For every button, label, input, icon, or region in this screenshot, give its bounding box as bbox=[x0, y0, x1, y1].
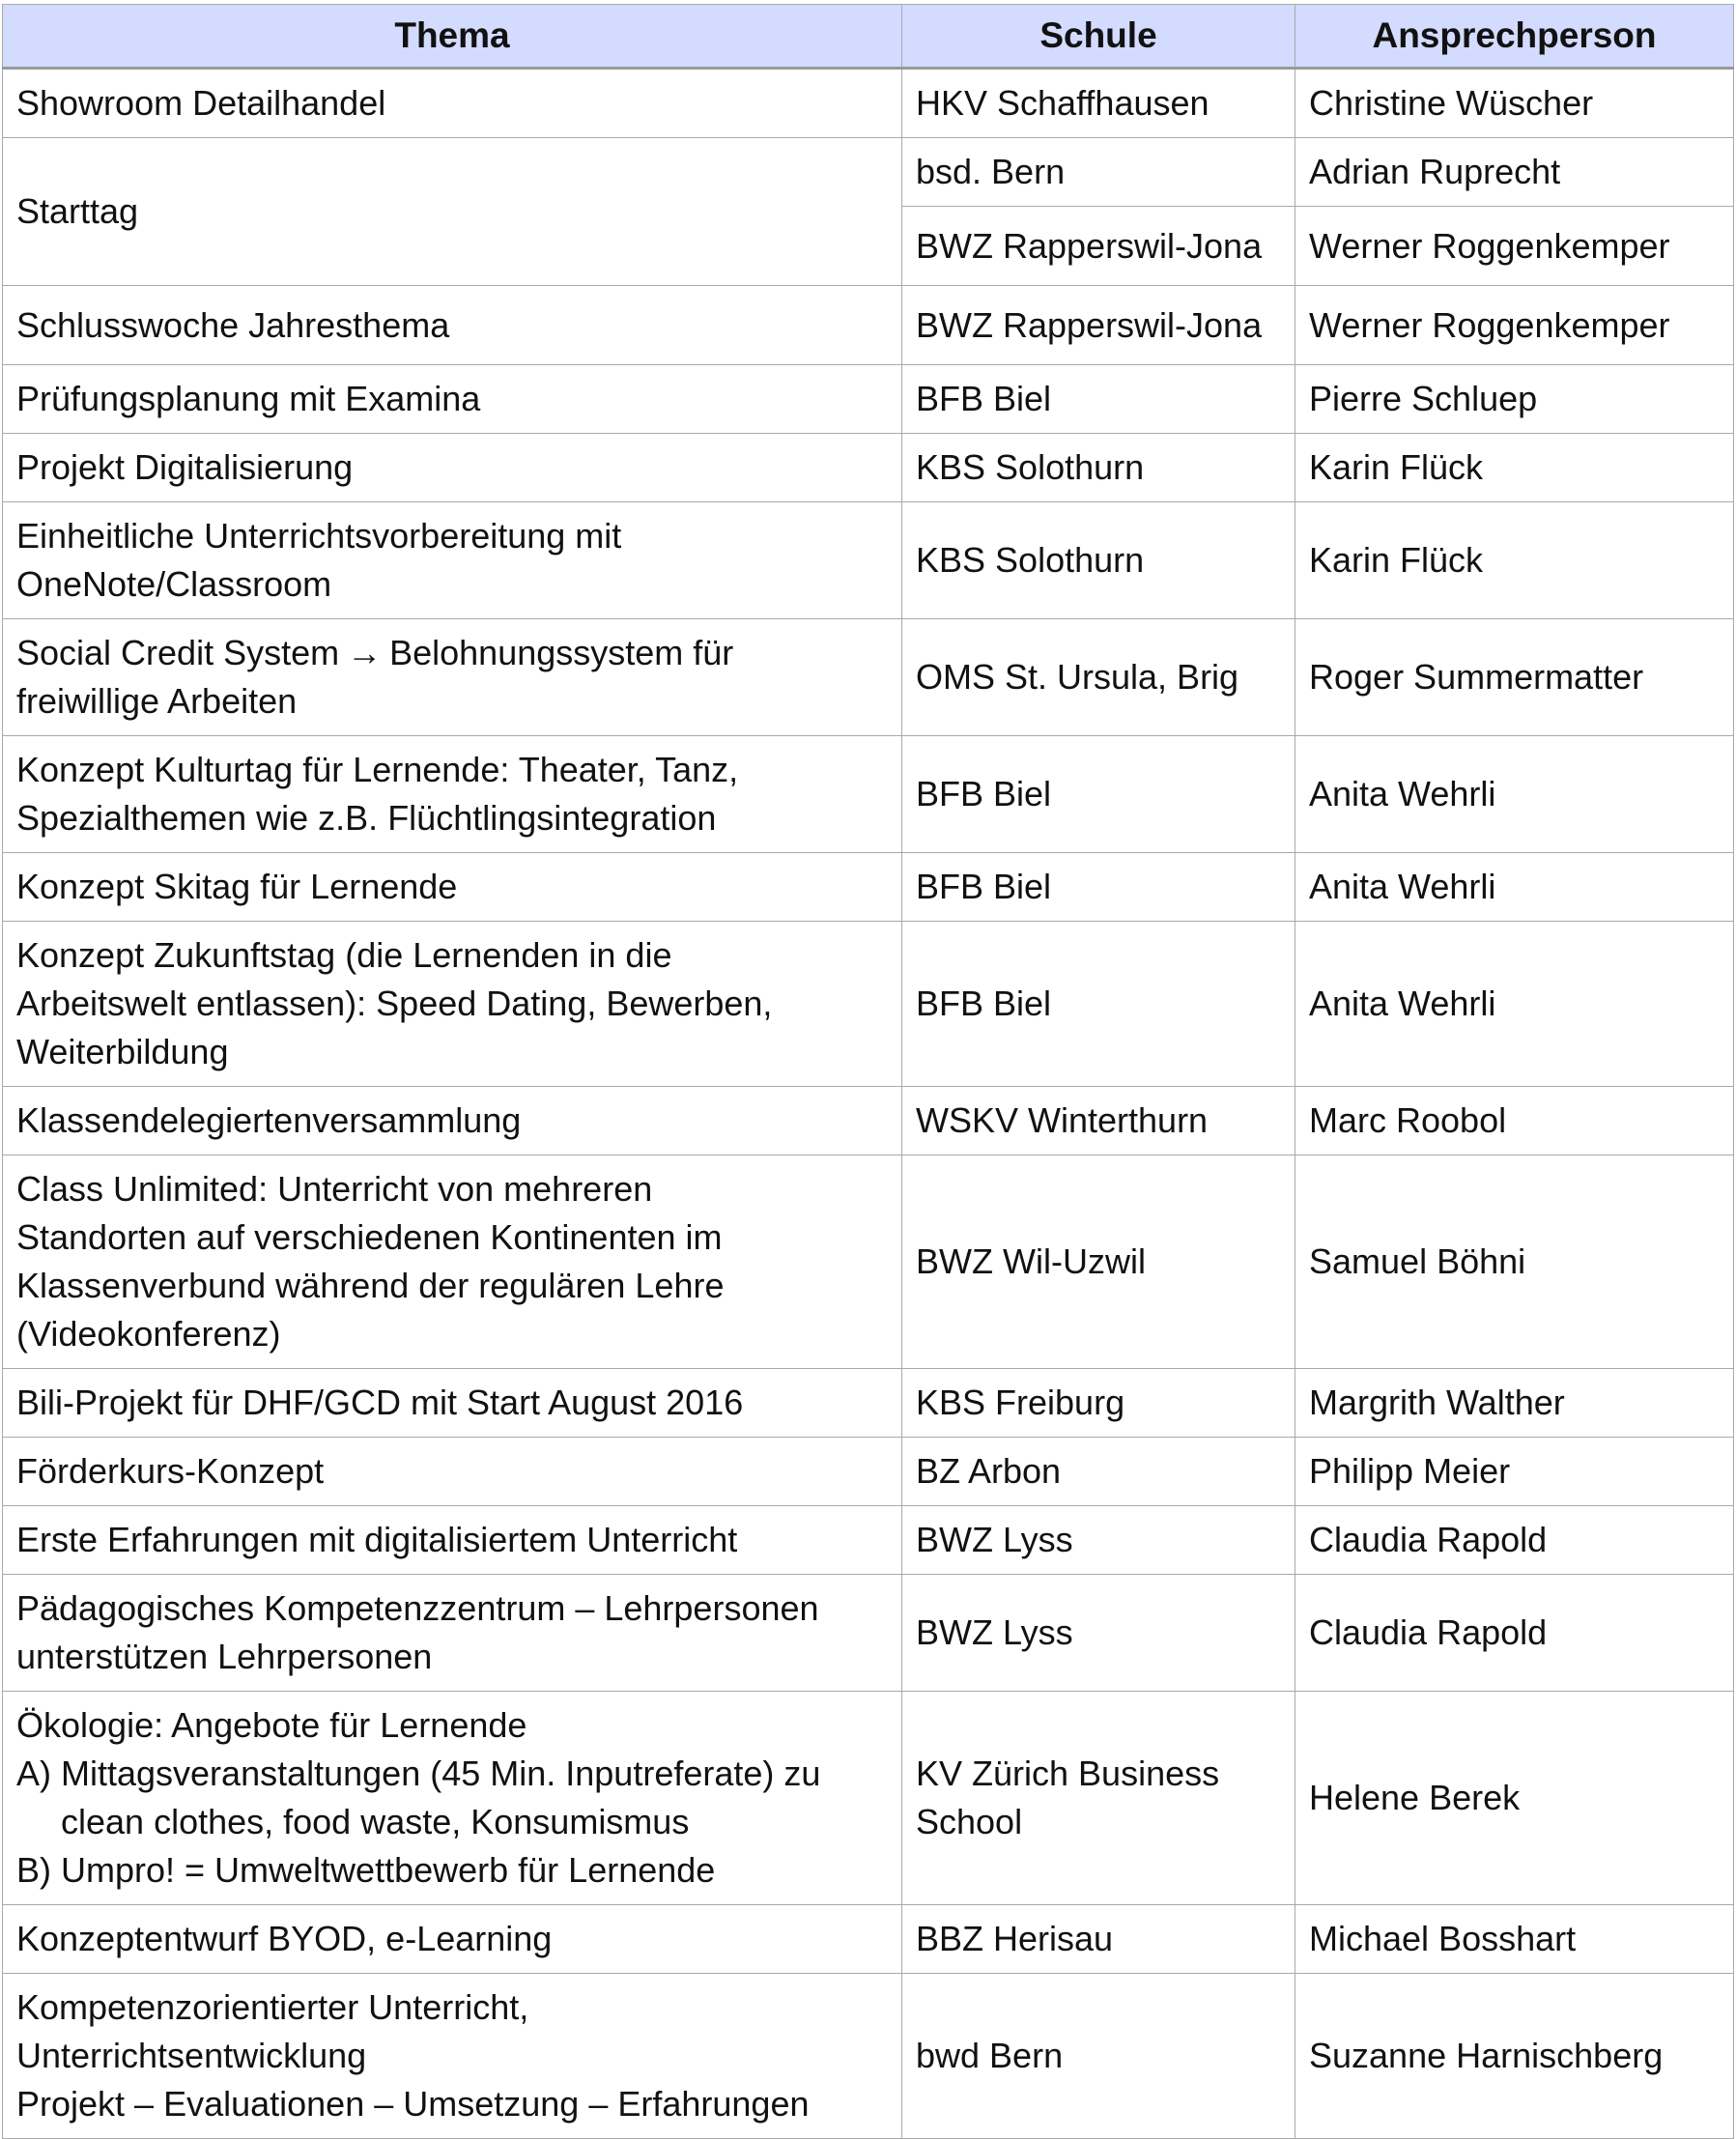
schule-cell: BFB Biel bbox=[902, 853, 1295, 922]
schule-cell: WSKV Winterthurn bbox=[902, 1087, 1295, 1155]
thema-line: Konzept Skitag für Lernende bbox=[16, 867, 458, 906]
table-row bbox=[3, 1974, 1734, 2139]
thema-text: Social Credit System bbox=[16, 633, 340, 672]
schule-cell: BWZ Lyss bbox=[902, 1575, 1295, 1692]
thema-list-item: B) Umpro! = Umweltwettbewerb für Lernende bbox=[16, 1850, 716, 1890]
table-row bbox=[3, 1506, 1734, 1575]
thema-line: Unterrichtsentwicklung bbox=[16, 2036, 367, 2075]
thema-line: Kompetenzorientierter Unterricht, bbox=[16, 1987, 529, 2027]
schule-cell: bwd Bern bbox=[902, 1974, 1295, 2139]
table-row bbox=[3, 736, 1734, 853]
projects-table bbox=[2, 4, 1734, 2139]
person-cell: Roger Summermatter bbox=[1295, 619, 1734, 736]
table-row bbox=[3, 1575, 1734, 1692]
schule-cell bbox=[902, 1692, 1295, 1905]
schule-cell: KBS Solothurn bbox=[902, 502, 1295, 619]
thema-line: freiwillige Arbeiten bbox=[16, 681, 298, 721]
person-cell: Werner Roggenkemper bbox=[1295, 286, 1734, 365]
person-cell: Karin Flück bbox=[1295, 502, 1734, 619]
thema-line: Class Unlimited: Unterricht von mehreren bbox=[16, 1169, 653, 1209]
person-cell: Claudia Rapold bbox=[1295, 1506, 1734, 1575]
thema-line: Bili-Projekt für DHF/GCD mit Start August 2016 bbox=[16, 1383, 744, 1422]
schule-cell: OMS St. Ursula, Brig bbox=[902, 619, 1295, 736]
schule-cell: BFB Biel bbox=[902, 736, 1295, 853]
person-cell: Marc Roobol bbox=[1295, 1087, 1734, 1155]
header-ansprechperson: Ansprechperson bbox=[1295, 5, 1734, 69]
thema-line: Arbeitswelt entlassen): Speed Dating, Bewerben, bbox=[16, 984, 773, 1023]
thema-line: Konzept Zukunftstag (die Lernenden in die bbox=[16, 935, 672, 975]
table-row bbox=[3, 1438, 1734, 1506]
thema-line: Schlusswoche Jahresthema bbox=[16, 304, 450, 345]
person-cell: Christine Wüscher bbox=[1295, 69, 1734, 138]
person-cell: Claudia Rapold bbox=[1295, 1575, 1734, 1692]
schule-cell: BZ Arbon bbox=[902, 1438, 1295, 1506]
thema-cell bbox=[3, 619, 902, 736]
person-cell: Pierre Schluep bbox=[1295, 365, 1734, 434]
table-row bbox=[3, 365, 1734, 434]
document-page bbox=[2, 4, 1733, 2139]
thema-cell bbox=[3, 1155, 902, 1369]
thema-line: Klassendelegiertenversammlung bbox=[16, 1100, 522, 1140]
thema-line: Standorten auf verschiedenen Kontinenten im bbox=[16, 1217, 723, 1257]
schule-cell: BFB Biel bbox=[902, 922, 1295, 1087]
table-row bbox=[3, 138, 1734, 207]
table-row bbox=[3, 922, 1734, 1087]
thema-cell bbox=[3, 922, 902, 1087]
thema-line: Prüfungsplanung mit Examina bbox=[16, 379, 481, 418]
person-cell: Helene Berek bbox=[1295, 1692, 1734, 1905]
thema-cell bbox=[3, 1369, 902, 1438]
thema-line: Weiterbildung bbox=[16, 1032, 229, 1071]
thema-cell bbox=[3, 1905, 902, 1974]
table-row bbox=[3, 1692, 1734, 1905]
schule-cell: BWZ Lyss bbox=[902, 1506, 1295, 1575]
thema-cell bbox=[3, 365, 902, 434]
thema-cell bbox=[3, 434, 902, 502]
thema-line: Einheitliche Unterrichtsvorbereitung mit bbox=[16, 516, 622, 556]
header-thema: Thema bbox=[3, 5, 902, 69]
table-row bbox=[3, 69, 1734, 138]
person-cell: Philipp Meier bbox=[1295, 1438, 1734, 1506]
person-cell: Adrian Ruprecht bbox=[1295, 138, 1734, 207]
table-row bbox=[3, 853, 1734, 922]
thema-cell bbox=[3, 1438, 902, 1506]
schule-cell: BWZ Wil-Uzwil bbox=[902, 1155, 1295, 1369]
person-cell: Suzanne Harnischberg bbox=[1295, 1974, 1734, 2139]
thema-line: Pädagogisches Kompetenzzentrum – Lehrpersonen bbox=[16, 1588, 819, 1628]
schule-cell: BWZ Rapperswil-Jona bbox=[902, 286, 1295, 365]
person-cell: Anita Wehrli bbox=[1295, 736, 1734, 853]
table-row bbox=[3, 286, 1734, 365]
arrow-right-icon: → bbox=[347, 633, 383, 672]
person-cell: Margrith Walther bbox=[1295, 1369, 1734, 1438]
table-row bbox=[3, 1905, 1734, 1974]
schule-line: KV Zürich Business bbox=[916, 1754, 1220, 1793]
thema-line: OneNote/Classroom bbox=[16, 564, 332, 604]
schule-cell: BBZ Herisau bbox=[902, 1905, 1295, 1974]
schule-cell: KBS Solothurn bbox=[902, 434, 1295, 502]
person-cell: Anita Wehrli bbox=[1295, 853, 1734, 922]
table-row bbox=[3, 1369, 1734, 1438]
thema-line: (Videokonferenz) bbox=[16, 1314, 281, 1354]
thema-line bbox=[16, 629, 888, 677]
table-row bbox=[3, 502, 1734, 619]
schule-cell: KBS Freiburg bbox=[902, 1369, 1295, 1438]
table-row bbox=[3, 619, 1734, 736]
thema-cell bbox=[3, 138, 902, 286]
thema-cell bbox=[3, 1506, 902, 1575]
thema-cell bbox=[3, 286, 902, 365]
thema-cell bbox=[3, 1974, 902, 2139]
schule-cell: bsd. Bern bbox=[902, 138, 1295, 207]
thema-list-item: A) Mittagsveranstaltungen (45 Min. Inputreferate) zu clean clothes, food waste, Konsumismus bbox=[16, 1754, 821, 1841]
table-row bbox=[3, 434, 1734, 502]
person-cell: Werner Roggenkemper bbox=[1295, 207, 1734, 286]
thema-cell bbox=[3, 1087, 902, 1155]
person-cell: Karin Flück bbox=[1295, 434, 1734, 502]
thema-line: Starttag bbox=[16, 191, 139, 231]
thema-text: Belohnungssystem für bbox=[389, 633, 734, 672]
person-cell: Anita Wehrli bbox=[1295, 922, 1734, 1087]
table-row bbox=[3, 1087, 1734, 1155]
table-header-row bbox=[3, 5, 1734, 69]
schule-cell: BFB Biel bbox=[902, 365, 1295, 434]
thema-line: Spezialthemen wie z.B. Flüchtlingsintegration bbox=[16, 798, 717, 838]
header-schule: Schule bbox=[902, 5, 1295, 69]
thema-line: Showroom Detailhandel bbox=[16, 83, 386, 123]
thema-line: Erste Erfahrungen mit digitalisiertem Unterricht bbox=[16, 1520, 738, 1559]
thema-line: Konzeptentwurf BYOD, e-Learning bbox=[16, 1919, 553, 1958]
table-row bbox=[3, 1155, 1734, 1369]
thema-cell bbox=[3, 1575, 902, 1692]
schule-line: School bbox=[916, 1802, 1023, 1841]
person-cell: Samuel Böhni bbox=[1295, 1155, 1734, 1369]
thema-cell bbox=[3, 69, 902, 138]
schule-cell: BWZ Rapperswil-Jona bbox=[902, 207, 1295, 286]
thema-line: Konzept Kulturtag für Lernende: Theater, Tanz, bbox=[16, 750, 739, 789]
person-cell: Michael Bosshart bbox=[1295, 1905, 1734, 1974]
thema-line: Klassenverbund während der regulären Lehre bbox=[16, 1266, 725, 1305]
thema-cell bbox=[3, 853, 902, 922]
thema-line: Projekt – Evaluationen – Umsetzung – Erfahrungen bbox=[16, 2084, 810, 2124]
thema-line: Projekt Digitalisierung bbox=[16, 447, 354, 487]
thema-cell bbox=[3, 1692, 902, 1905]
thema-cell bbox=[3, 736, 902, 853]
thema-line: Förderkurs-Konzept bbox=[16, 1451, 325, 1491]
thema-line: Ökologie: Angebote für Lernende bbox=[16, 1705, 527, 1745]
schule-cell: HKV Schaffhausen bbox=[902, 69, 1295, 138]
thema-line: unterstützen Lehrpersonen bbox=[16, 1637, 433, 1676]
thema-cell bbox=[3, 502, 902, 619]
